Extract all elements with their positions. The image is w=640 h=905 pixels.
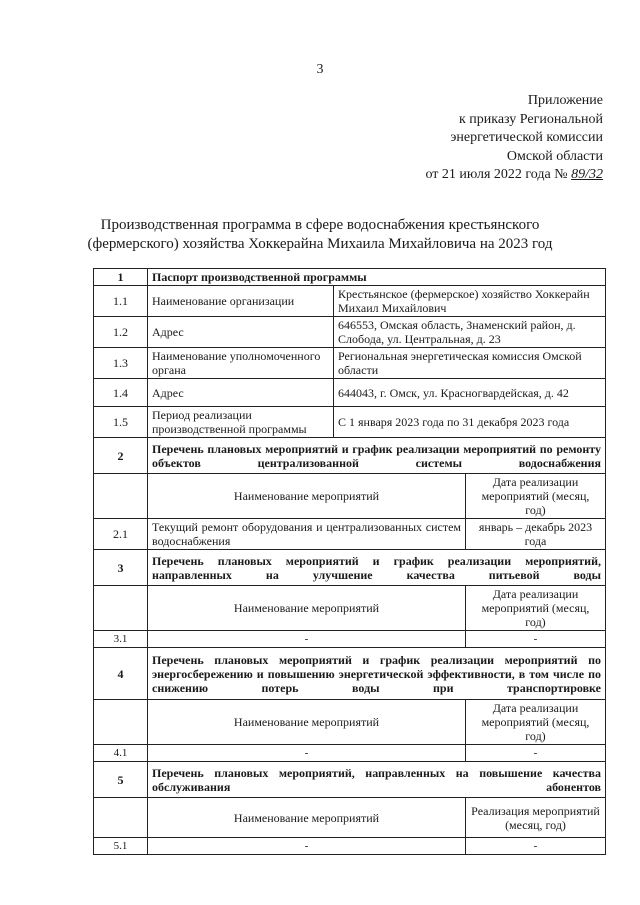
appendix-line: Приложение: [527, 93, 603, 108]
row-number: 2.1: [94, 519, 148, 550]
row-label: Адрес: [148, 317, 334, 348]
activity-name: -: [148, 745, 466, 762]
column-header-name: Наименование мероприятий: [148, 798, 466, 838]
row-number: 3.1: [94, 631, 148, 648]
appendix-line: энергетической комиссии: [450, 130, 603, 145]
section-title: Перечень плановых мероприятий и график реализации мероприятий, направленных на улучшение качества питьевой воды: [148, 550, 606, 586]
row-label: Наименование уполномоченного органа: [148, 348, 334, 379]
passport-row: [94, 286, 606, 317]
section-number: 1: [94, 269, 148, 286]
appendix-line: Омской области: [506, 148, 603, 164]
row-number: 1.2: [94, 317, 148, 348]
appendix-line: к приказу Региональной: [458, 111, 603, 127]
section-number: 3: [94, 550, 148, 586]
column-header-date: Дата реализации мероприятий (месяц, год): [466, 474, 606, 519]
column-header-row: [94, 798, 606, 838]
column-header-row: [94, 700, 606, 745]
activity-date: -: [466, 838, 606, 855]
section-number: 4: [94, 648, 148, 700]
empty-cell: [94, 798, 148, 838]
activity-name: -: [148, 631, 466, 648]
row-label: Наименование организации: [148, 286, 334, 317]
section-header-row: [94, 550, 606, 586]
row-value: 644043, г. Омск, ул. Красногвардейская, д. 42: [334, 379, 606, 407]
empty-cell: [94, 586, 148, 631]
title-line: (фермерского) хозяйства Хоккерайна Михаила Михайловича на 2023 год: [87, 236, 553, 252]
activity-date: -: [466, 745, 606, 762]
row-number: 5.1: [94, 838, 148, 855]
program-table: [93, 268, 606, 855]
empty-cell: [94, 474, 148, 519]
section-number: 5: [94, 762, 148, 798]
passport-row: [94, 407, 606, 438]
passport-row: [94, 317, 606, 348]
row-number: 1.1: [94, 286, 148, 317]
passport-row: [94, 348, 606, 379]
activity-row: [94, 838, 606, 855]
row-value: Региональная энергетическая комиссия Омской области: [334, 348, 606, 379]
section-header-row: [94, 438, 606, 474]
column-header-date: Дата реализации мероприятий (месяц, год): [466, 700, 606, 745]
empty-cell: [94, 700, 148, 745]
section-header-row: [94, 269, 606, 286]
section-title: Перечень плановых мероприятий, направленных на повышение качества обслуживания абонентов: [148, 762, 606, 798]
column-header-name: Наименование мероприятий: [148, 586, 466, 631]
row-value: С 1 января 2023 года по 31 декабря 2023 года: [334, 407, 606, 438]
section-number: 2: [94, 438, 148, 474]
row-value: Крестьянское (фермерское) хозяйство Хоккерайн Михаил Михайлович: [334, 286, 606, 317]
section-title: Перечень плановых мероприятий и график реализации мероприятий по энергосбережению и повышению энергетической эффективности, в том числе по снижению потерь воды при транспортировке: [148, 648, 606, 700]
column-header-row: [94, 474, 606, 519]
column-header-row: [94, 586, 606, 631]
appendix-date: от 21 июля 2022 года №: [425, 167, 568, 182]
row-label: Адрес: [148, 379, 334, 407]
column-header-name: Наименование мероприятий: [148, 700, 466, 745]
section-title: Паспорт производственной программы: [148, 269, 606, 286]
row-number: 4.1: [94, 745, 148, 762]
row-number: 1.4: [94, 379, 148, 407]
passport-row: [94, 379, 606, 407]
appendix-date-line: [283, 166, 603, 185]
page-number: 3: [316, 62, 324, 77]
activity-date: -: [466, 631, 606, 648]
row-value: 646553, Омская область, Знаменский район, д. Слобода, ул. Центральная, д. 23: [334, 317, 606, 348]
section-header-row: [94, 762, 606, 798]
activity-row: [94, 519, 606, 550]
row-number: 1.5: [94, 407, 148, 438]
row-number: 1.3: [94, 348, 148, 379]
column-header-date: Реализация мероприятий (месяц, год): [466, 798, 606, 838]
order-number: 89/32: [571, 167, 603, 182]
appendix-block: [283, 92, 603, 185]
activity-row: [94, 745, 606, 762]
column-header-date: Дата реализации мероприятий (месяц, год): [466, 586, 606, 631]
column-header-name: Наименование мероприятий: [148, 474, 466, 519]
activity-name: -: [148, 838, 466, 855]
activity-name: Текущий ремонт оборудования и централизованных систем водоснабжения: [148, 519, 466, 550]
title-line: Производственная программа в сфере водоснабжения крестьянского: [100, 217, 540, 233]
activity-row: [94, 631, 606, 648]
document-title: [40, 216, 600, 254]
section-header-row: [94, 648, 606, 700]
section-title: Перечень плановых мероприятий и график реализации мероприятий по ремонту объектов централизованной системы водоснабжения: [148, 438, 606, 474]
activity-date: январь – декабрь 2023 года: [466, 519, 606, 550]
row-label: Период реализации производственной программы: [148, 407, 334, 438]
